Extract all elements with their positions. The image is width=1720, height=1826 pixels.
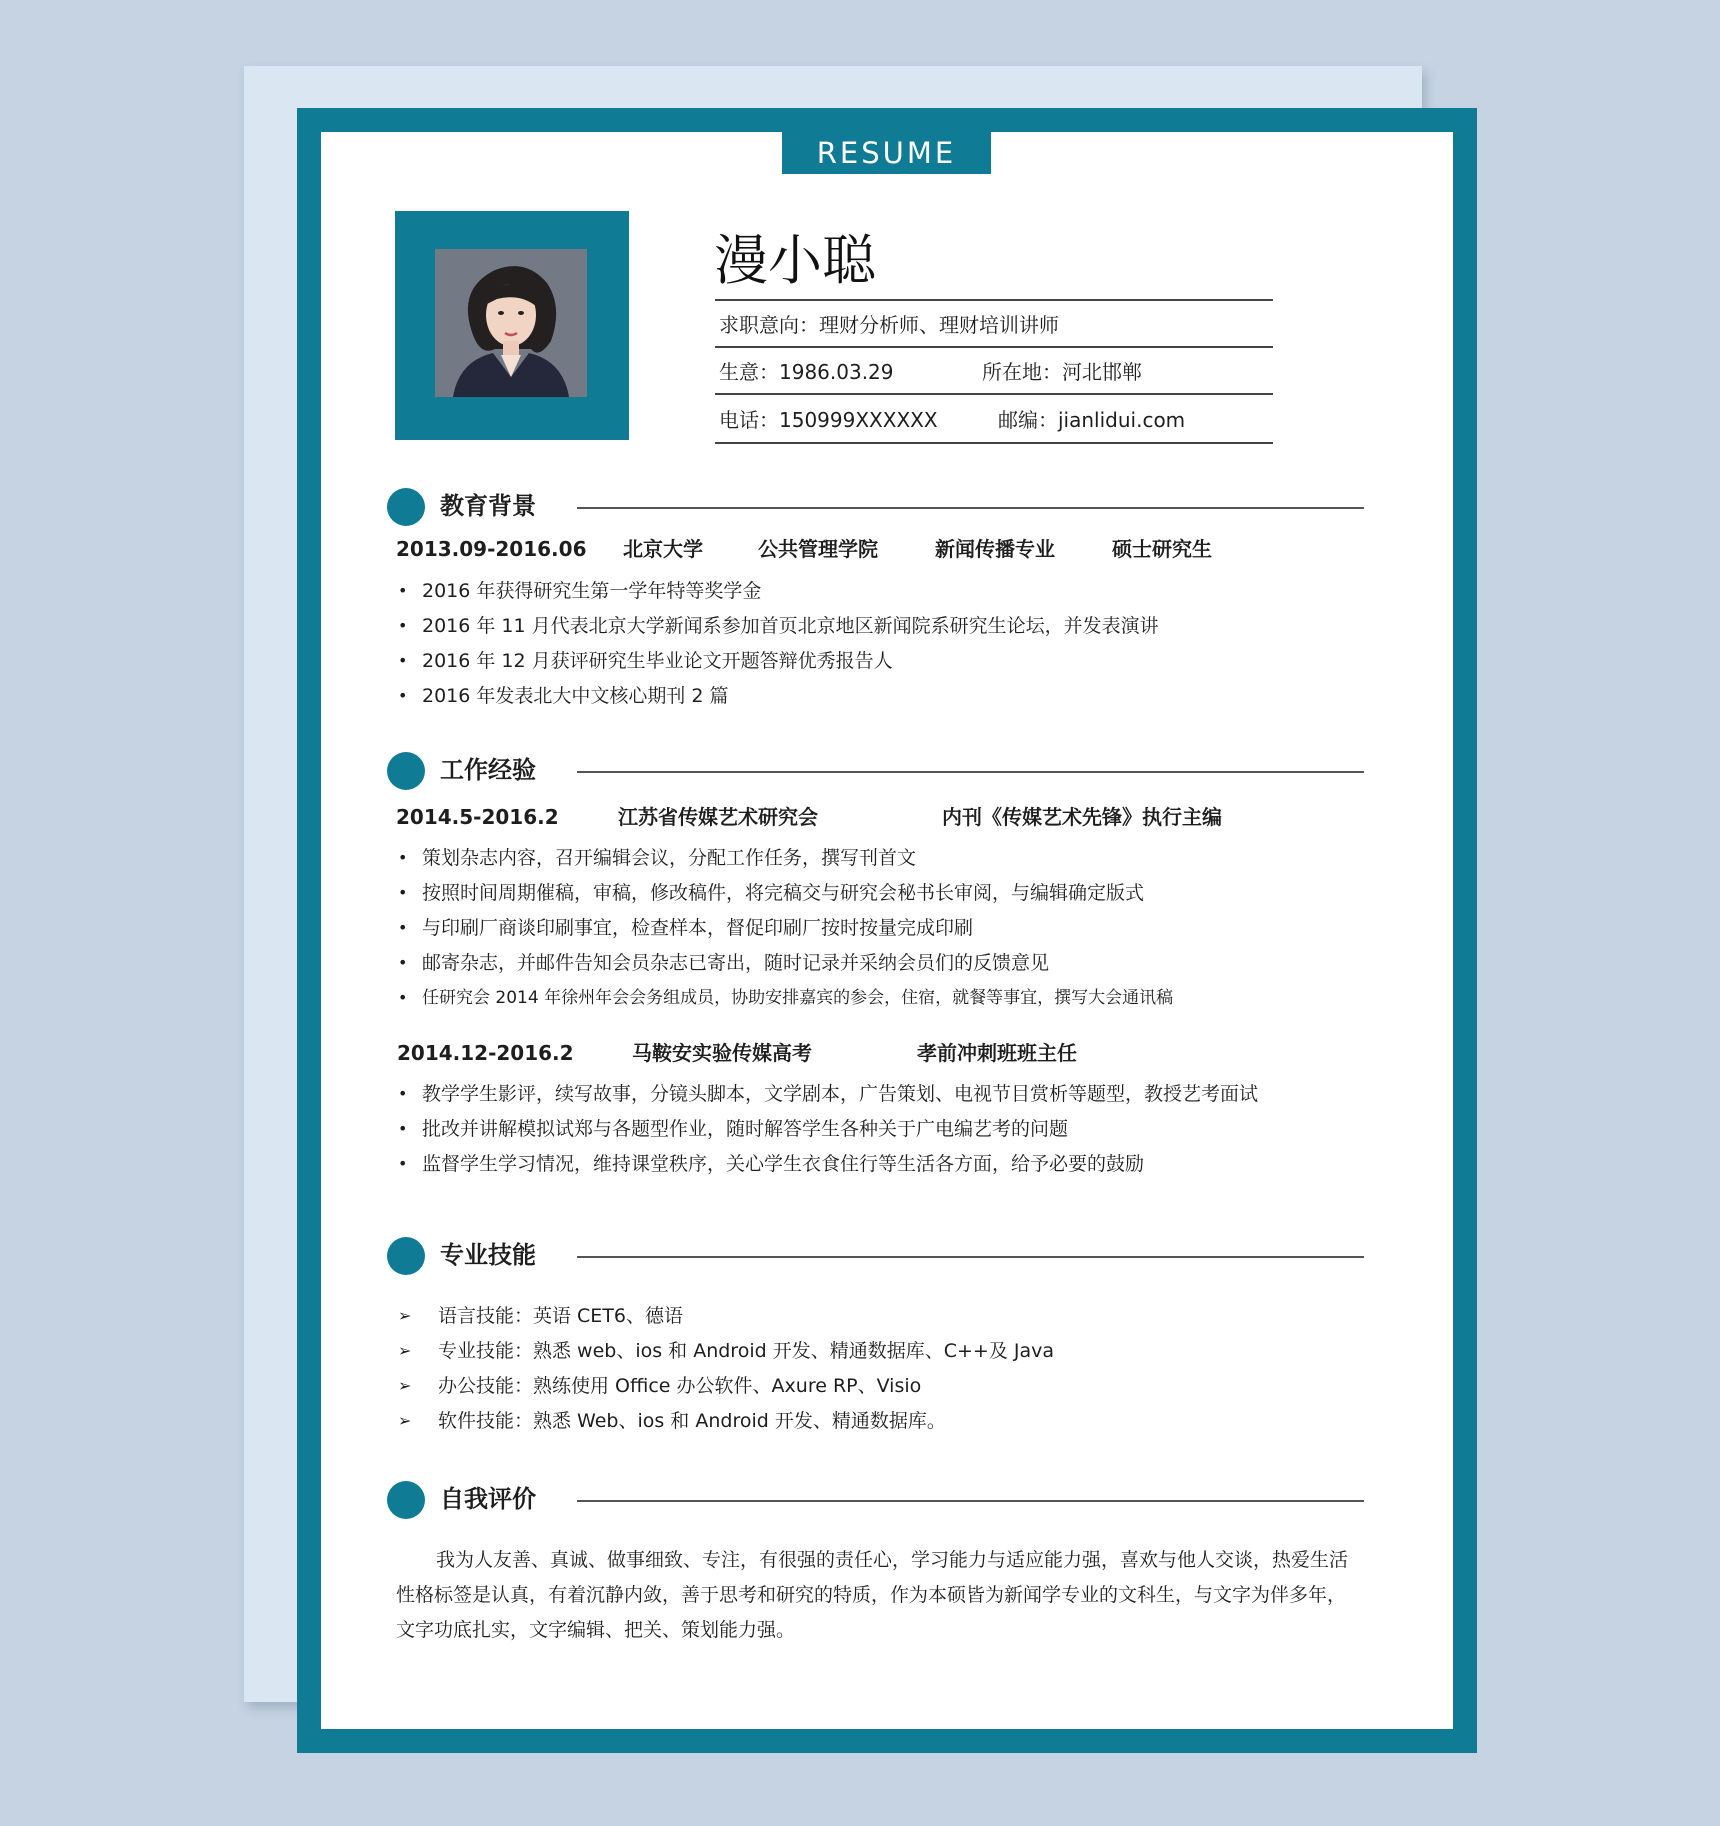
section-dot-icon <box>387 488 425 526</box>
arrow-bullet-icon: ➢ <box>398 1411 412 1430</box>
resume-paper <box>321 132 1453 1729</box>
education-school: 北京大学 <box>623 537 703 561</box>
section-title: 工作经验 <box>440 756 536 784</box>
avatar <box>435 249 587 397</box>
skills-list <box>396 1303 1054 1443</box>
section-dot-icon <box>387 1481 425 1519</box>
job-list-note <box>396 985 1173 1020</box>
section-rule <box>577 1500 1364 1502</box>
location: 所在地：河北邯郸 <box>982 360 1142 384</box>
phone: 电话：150999XXXXXX <box>719 408 938 432</box>
section-rule <box>577 1256 1364 1258</box>
section-dot-icon <box>387 752 425 790</box>
list-item <box>396 1408 1054 1443</box>
divider <box>715 442 1273 444</box>
job-position: 孝前冲刺班班主任 <box>917 1041 1077 1065</box>
list-item: • 2016 年 11 月代表北京大学新闻系参加首页北京地区新闻院系研究生论坛，并发表演讲 <box>396 613 1159 648</box>
skill-text: 办公技能：熟练使用 Office 办公软件、Axure RP、Visio <box>438 1375 922 1397</box>
divider <box>715 346 1273 348</box>
list-item: • 任研究会 2014 年徐州年会会务组成员，协助安排嘉宾的参会，住宿，就餐等事宜，撰写大会通讯稿 <box>396 985 1173 1020</box>
photo-frame <box>395 211 629 440</box>
list-item <box>396 1303 1054 1338</box>
section-rule <box>577 507 1364 509</box>
list-item: • 2016 年 12 月获评研究生毕业论文开题答辩优秀报告人 <box>396 648 1159 683</box>
candidate-name: 漫小聪 <box>714 229 876 292</box>
education-dates: 2013.09-2016.06 <box>396 537 587 561</box>
resume-frame <box>297 108 1477 1753</box>
job-list <box>396 845 1144 985</box>
section-rule <box>577 771 1364 773</box>
section-dot-icon <box>387 1237 425 1275</box>
list-item: • 2016 年获得研究生第一学年特等奖学金 <box>396 578 1159 613</box>
list-item: • 批改并讲解模拟试郑与各题型作业，随时解答学生各种关于广电编艺考的问题 <box>396 1116 1258 1151</box>
section-title: 自我评价 <box>440 1485 536 1513</box>
list-item <box>396 1373 1054 1408</box>
arrow-bullet-icon: ➢ <box>398 1306 412 1325</box>
list-item: • 与印刷厂商谈印刷事宜，检查样本，督促印刷厂按时按量完成印刷 <box>396 915 1144 950</box>
section-work <box>384 750 1364 794</box>
job-dates: 2014.12-2016.2 <box>397 1041 574 1065</box>
job-list <box>396 1081 1258 1186</box>
section-education <box>384 486 1364 530</box>
list-item <box>396 1338 1054 1373</box>
list-item: • 监督学生学习情况，维持课堂秩序，关心学生衣食住行等生活各方面，给予必要的鼓励 <box>396 1151 1258 1186</box>
portrait-image <box>435 249 587 397</box>
section-title: 专业技能 <box>440 1241 536 1269</box>
skill-text: 软件技能：熟悉 Web、ios 和 Android 开发、精通数据库。 <box>438 1410 946 1432</box>
birth-date: 生意：1986.03.29 <box>719 360 894 384</box>
list-item: • 2016 年发表北大中文核心期刊 2 篇 <box>396 683 1159 718</box>
email: 邮编：jianlidui.com <box>998 408 1186 432</box>
education-major: 新闻传播专业 <box>935 537 1055 561</box>
arrow-bullet-icon: ➢ <box>398 1341 412 1360</box>
self-evaluation-text: 我为人友善、真诚、做事细致、专注，有很强的责任心，学习能力与适应能力强，喜欢与他人交谈，热爱生活性格标签是认真，有着沉静内敛，善于思考和研究的特质，作为本硕皆为新闻学专业的文科生，与文字为伴多年，文字功底扎实，文字编辑、把关、策划能力强。 <box>396 1549 1349 1641</box>
job-position: 内刊《传媒艺术先锋》执行主编 <box>942 805 1222 829</box>
divider <box>715 393 1273 395</box>
section-skills <box>384 1235 1364 1279</box>
skill-text: 语言技能：英语 CET6、德语 <box>438 1305 684 1327</box>
job-employer: 马鞍安实验传媒高考 <box>632 1041 812 1065</box>
education-college: 公共管理学院 <box>758 537 878 561</box>
education-degree: 硕士研究生 <box>1112 537 1212 561</box>
list-item: • 邮寄杂志，并邮件告知会员杂志已寄出，随时记录并采纳会员们的反馈意见 <box>396 950 1144 985</box>
education-list <box>396 578 1159 718</box>
list-item: • 教学学生影评，续写故事，分镜头脚本，文学剧本，广告策划、电视节目赏析等题型，教授艺考面试 <box>396 1081 1258 1116</box>
section-self-evaluation <box>384 1479 1364 1523</box>
divider <box>715 299 1273 301</box>
section-title: 教育背景 <box>440 492 536 520</box>
skill-text: 专业技能：熟悉 web、ios 和 Android 开发、精通数据库、C++及 Java <box>438 1340 1054 1362</box>
resume-tab: RESUME <box>782 132 991 174</box>
list-item: • 按照时间周期催稿，审稿，修改稿件，将完稿交与研究会秘书长审阅，与编辑确定版式 <box>396 880 1144 915</box>
job-employer: 江苏省传媒艺术研究会 <box>618 805 818 829</box>
job-intent: 求职意向：理财分析师、理财培训讲师 <box>719 313 1059 337</box>
arrow-bullet-icon: ➢ <box>398 1376 412 1395</box>
job-dates: 2014.5-2016.2 <box>396 805 559 829</box>
list-item: • 策划杂志内容，召开编辑会议，分配工作任务，撰写刊首文 <box>396 845 1144 880</box>
